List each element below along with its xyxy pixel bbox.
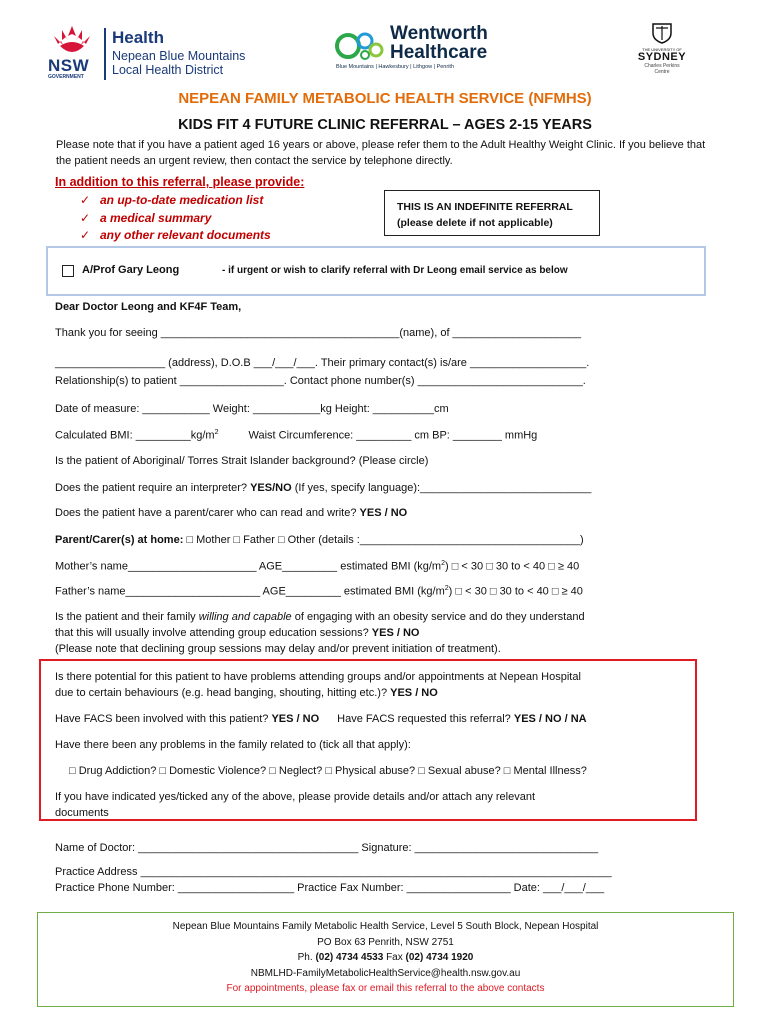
lhd-name <box>112 49 282 77</box>
wentworth-name <box>390 24 488 62</box>
facs-involved-label: Have FACS been involved with this patient? <box>55 713 269 725</box>
bmi-field[interactable] <box>55 429 537 442</box>
doctor-signature-field[interactable]: Name of Doctor: ____________________________________ Signature: ______________________________ <box>55 842 599 854</box>
check-icon: ✓ <box>80 228 91 242</box>
father-options: ) □ < 30 □ 30 to < 40 □ ≥ 40 <box>448 585 583 598</box>
list-item-label: an up-to-date medication list <box>100 193 264 207</box>
details-instruction-line-2: documents <box>55 807 109 819</box>
parent-carer-label: Parent/Carer(s) at home: <box>55 534 184 546</box>
usyd-name: SYDNEY <box>637 51 687 63</box>
greeting: Dear Doctor Leong and KF4F Team, <box>55 301 242 313</box>
nsw-wordmark: NSW <box>48 56 90 75</box>
problems-question-line-1: Is there potential for this patient to have problems attending groups and/or appointments at Nepean Hospital <box>55 671 581 683</box>
details-instruction-line-1: If you have indicated yes/ticked any of the above, please provide details and/or attach any relevant <box>55 791 536 803</box>
check-icon: ✓ <box>80 210 91 225</box>
willing-options: YES / NO <box>371 627 420 639</box>
mother-superscript: 2 <box>441 560 445 567</box>
facs-requested-options: YES / NO / NA <box>513 713 587 725</box>
footer-email[interactable]: NBMLHD-FamilyMetabolicHealthService@health.nsw.gov.au <box>250 967 521 979</box>
problems-question-line-2[interactable] <box>55 687 438 699</box>
measurements-field[interactable]: Date of measure: ___________ Weight: ___________kg Height: __________cm <box>55 403 449 415</box>
doctor-option-box <box>46 246 706 296</box>
page-title: NEPEAN FAMILY METABOLIC HEALTH SERVICE (NFMHS) <box>178 90 592 107</box>
willing-italic: willing and capable <box>198 611 292 623</box>
footer-address: Nepean Blue Mountains Family Metabolic Health Service, Level 5 South Block, Nepean Hospital <box>172 921 599 932</box>
indefinite-line-1: THIS IS AN INDEFINITE REFERRAL <box>397 201 573 213</box>
willing-text-a: Is the patient and their family <box>55 611 196 623</box>
doctor-note: - if urgent or wish to clarify referral with Dr Leong email service as below <box>222 265 568 276</box>
doctor-checkbox[interactable] <box>62 265 74 277</box>
list-item-label: any other relevant documents <box>100 228 271 242</box>
footer-phone-fax <box>38 950 733 966</box>
wentworth-healthcare-logo <box>334 24 524 76</box>
list-item <box>80 227 271 245</box>
mother-label: Mother’s name_____________________ AGE_________ estimated BMI (kg/m <box>55 560 442 573</box>
problems-text: due to certain behaviours (e.g. head banging, shouting, hitting etc.)? <box>55 687 388 699</box>
waist-bp-label: Waist Circumference: _________ cm BP: ________ mmHg <box>248 429 538 442</box>
parent-carer-options: □ Mother □ Father □ Other (details :____________________________________) <box>186 534 584 546</box>
readwrite-options: YES / NO <box>359 507 408 519</box>
additional-docs-list <box>80 192 271 245</box>
health-wordmark: Health <box>112 28 164 47</box>
patient-name-field[interactable]: Thank you for seeing _______________________________________(name), of _____________________ <box>55 327 582 339</box>
interpreter-question[interactable] <box>55 482 591 494</box>
family-problems-question: Have there been any problems in the family related to (tick all that apply): <box>55 739 411 751</box>
list-item <box>80 210 271 228</box>
logo-divider <box>104 28 106 80</box>
nsw-government-text: GOVERNMENT <box>48 74 84 80</box>
fax-number: (02) 4734 1920 <box>405 952 474 963</box>
lhd-line-2: Local Health District <box>112 63 224 77</box>
wentworth-line-1: Wentworth <box>390 23 488 44</box>
family-problems-options[interactable]: □ Drug Addiction? □ Domestic Violence? □ Neglect? □ Physical abuse? □ Sexual abuse? □ Mental Illness? <box>69 765 587 777</box>
usyd-centre-line-2: Centre <box>654 69 670 75</box>
footer-contact-box <box>37 912 734 1007</box>
footer-note: For appointments, please fax or email this referral to the above contacts <box>226 983 545 994</box>
fax-label: Fax <box>386 952 403 963</box>
lhd-line-1: Nepean Blue Mountains <box>112 49 246 63</box>
additional-docs-heading: In addition to this referral, please provide: <box>55 175 305 189</box>
readwrite-question[interactable] <box>55 507 407 519</box>
check-icon: ✓ <box>80 193 91 207</box>
indefinite-line-2: (please delete if not applicable) <box>397 217 553 229</box>
father-superscript: 2 <box>444 585 449 592</box>
willing-question-line-1 <box>55 611 585 623</box>
waratah-icon <box>46 24 98 58</box>
mother-options: ) □ < 30 □ 30 to < 40 □ ≥ 40 <box>445 560 580 573</box>
facs-requested-label: Have FACS requested this referral? <box>337 713 511 725</box>
facs-involved-options: YES / NO <box>271 713 320 725</box>
readwrite-label: Does the patient have a parent/carer who can read and write? <box>55 507 357 519</box>
father-field[interactable] <box>55 585 583 598</box>
practice-phone-fax-field[interactable]: Practice Phone Number: ___________________ Practice Fax Number: _________________ Date: ___/___/___ <box>55 882 605 894</box>
wentworth-line-2: Healthcare <box>390 42 488 63</box>
interpreter-label: Does the patient require an interpreter? <box>55 482 248 494</box>
address-dob-field[interactable]: __________________ (address), D.O.B ___/___/___. Their primary contact(s) is/are ___________________. <box>55 357 590 369</box>
intro-paragraph: Please note that if you have a patient aged 16 years or above, please refer them to the Adult Healthy Weight Clinic. If you believe that the patient needs an urgent review, then contact the service by telephone directly. <box>56 139 706 167</box>
wentworth-circles-icon <box>334 28 388 64</box>
wentworth-areas: Blue Mountains | Hawkesbury | Lithgow | Penrith <box>336 64 455 70</box>
willing-question-line-2[interactable] <box>55 627 419 639</box>
list-item <box>80 192 271 210</box>
phone-label: Ph. <box>297 952 313 963</box>
father-label: Father’s name______________________ AGE_________ estimated BMI (kg/m <box>55 585 445 598</box>
phone-number: (02) 4734 4533 <box>315 952 384 963</box>
aboriginal-question: Is the patient of Aboriginal/ Torres Strait Islander background? (Please circle) <box>55 455 429 467</box>
willing-text-c: of engaging with an obesity service and do they understand <box>294 611 585 623</box>
interpreter-language: (If yes, specify language):____________________________ <box>294 482 592 494</box>
mother-field[interactable] <box>55 560 579 573</box>
usyd-centre-line-1: Charles Perkins <box>644 63 680 69</box>
practice-address-field[interactable]: Practice Address _____________________________________________________________________________ <box>55 866 612 878</box>
doctor-name: A/Prof Gary Leong <box>82 264 180 276</box>
nsw-health-logo <box>46 24 272 84</box>
relationship-field[interactable]: Relationship(s) to patient _________________. Contact phone number(s) ___________________________. <box>55 375 586 387</box>
shield-icon <box>651 22 673 44</box>
indefinite-referral-box <box>384 190 600 236</box>
bmi-label: Calculated BMI: _________kg/m <box>55 429 215 442</box>
bmi-superscript: 2 <box>214 429 219 436</box>
footer-po-box: PO Box 63 Penrith, NSW 2751 <box>317 936 454 948</box>
willing-text-d: that this will usually involve attending group education sessions? <box>55 627 369 639</box>
willing-note: (Please note that declining group sessions may delay and/or prevent initiation of treatment). <box>55 643 501 655</box>
parent-carer-field[interactable] <box>55 534 584 546</box>
interpreter-options: YES/NO <box>250 482 292 494</box>
list-item-label: a medical summary <box>100 210 212 225</box>
usyd-small-text: THE UNIVERSITY OF <box>642 47 682 52</box>
page-subtitle: KIDS FIT 4 FUTURE CLINIC REFERRAL – AGES 2-15 YEARS <box>178 117 592 133</box>
facs-question[interactable] <box>55 713 587 725</box>
university-of-sydney-logo <box>634 22 690 84</box>
problems-options: YES / NO <box>390 687 438 699</box>
